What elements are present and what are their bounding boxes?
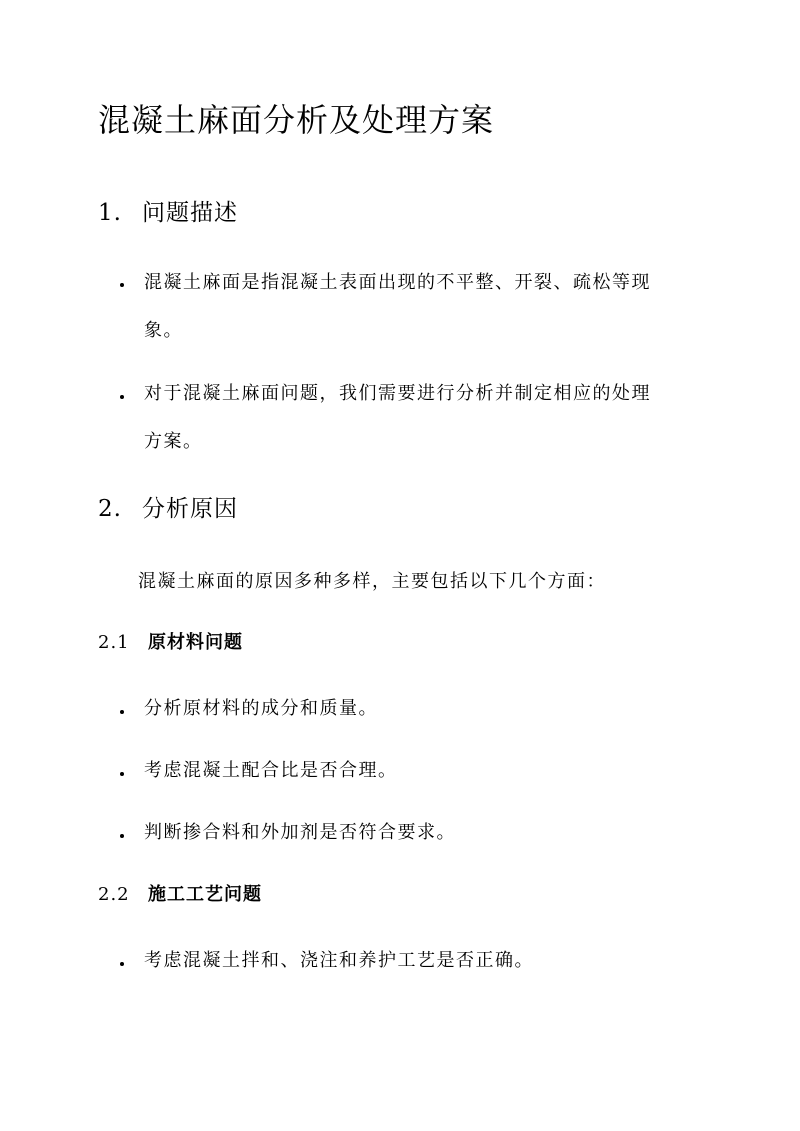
subsection-title: 原材料问题 [148, 632, 243, 653]
page-title: 混凝土麻面分析及处理方案 [98, 101, 495, 139]
section-number: 2. [98, 496, 122, 522]
subsection-heading-2-1 [98, 630, 243, 656]
subsection-heading-2-2 [98, 882, 262, 908]
bullet-dot-icon [120, 834, 124, 838]
list-item-line: 对于混凝土麻面问题，我们需要进行分析并制定相应的处理 [144, 383, 651, 404]
subsection-title: 施工工艺问题 [148, 884, 262, 905]
list-item: 判断掺合料和外加剂是否符合要求。 [144, 822, 456, 843]
list-item: 考虑混凝土拌和、浇注和养护工艺是否正确。 [144, 950, 534, 971]
list-item: 考虑混凝土配合比是否合理。 [144, 760, 398, 781]
list-item-line: 方案。 [144, 431, 203, 452]
section-intro-paragraph: 混凝土麻面的原因多种多样，主要包括以下几个方面： [138, 571, 606, 592]
section-number: 1. [98, 200, 122, 226]
list-item-line: 象。 [144, 320, 183, 341]
bullet-dot-icon [120, 710, 124, 714]
section-heading-1 [98, 198, 238, 228]
list-item: 分析原材料的成分和质量。 [144, 698, 378, 719]
section-title: 分析原因 [142, 496, 238, 522]
list-item-line: 混凝土麻面是指混凝土表面出现的不平整、开裂、疏松等现 [144, 272, 651, 293]
subsection-number: 2.1 [98, 632, 130, 653]
bullet-dot-icon [120, 772, 124, 776]
bullet-dot-icon [120, 962, 124, 966]
section-title: 问题描述 [142, 200, 238, 226]
bullet-dot-icon [120, 283, 124, 287]
section-heading-2 [98, 494, 238, 524]
subsection-number: 2.2 [98, 884, 130, 905]
bullet-dot-icon [120, 395, 124, 399]
